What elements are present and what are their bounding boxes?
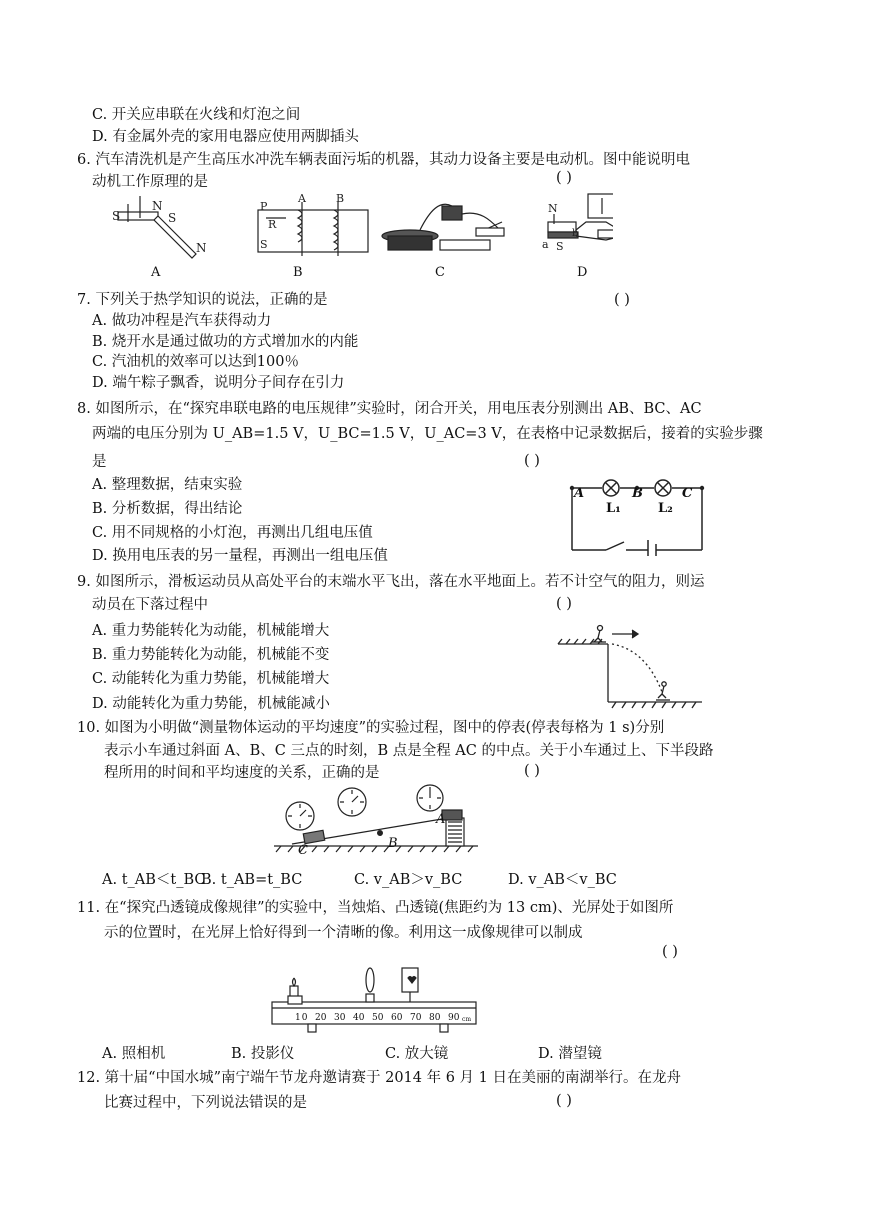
svg-text:N: N [196, 241, 207, 255]
q10-option-a: A. t_AB＜t_BC [102, 872, 206, 888]
q10-stem-line2: 表示小车通过斜面 A、B、C 三点的时刻，B 点是全程 AC 的中点。关于小车通过上、下半段路 [104, 743, 714, 759]
q10-fig-label-b: B [388, 836, 398, 851]
q6-stem-line1: 6. 汽车清洗机是产生高压水冲洗车辆表面污垢的机器，其动力设备主要是电动机。图中能说明电 [77, 152, 690, 168]
q8-option-d: D. 换用电压表的另一量程，再测出一组电压值 [92, 548, 388, 564]
q11-optical-bench [270, 966, 480, 1036]
q11-scale-20: 20 [315, 1013, 327, 1023]
q7-option-c: C. 汽油机的效率可以达到100％ [92, 354, 299, 370]
q7-stem: 7. 下列关于热学知识的说法，正确的是 [77, 292, 328, 308]
q11-answer-bracket: ( ) [662, 944, 678, 960]
q11-scale-30: 30 [334, 1013, 346, 1023]
svg-text:P: P [260, 200, 268, 213]
q9-skateboard-diagram [556, 620, 706, 712]
q7-option-d: D. 端午粽子飘香，说明分子间存在引力 [92, 375, 345, 391]
svg-text:S: S [556, 240, 564, 253]
svg-text:S: S [260, 238, 268, 251]
q7-option-a: A. 做功冲程是汽车获得动力 [92, 313, 272, 329]
q6-fig-a-magnets [112, 196, 207, 258]
q11-scale-60: 60 [391, 1013, 403, 1023]
q11-scale-80: 80 [429, 1013, 441, 1023]
q6-fig-label-b: B [293, 265, 303, 280]
q6-fig-label-a: A [151, 265, 161, 280]
q11-option-a: A. 照相机 [102, 1046, 166, 1062]
svg-text:b: b [572, 228, 579, 239]
q8-option-a: A. 整理数据，结束实验 [92, 477, 243, 493]
q9-option-c: C. 动能转化为重力势能，机械能增大 [92, 671, 330, 687]
q8-circuit-label-c: C [682, 486, 693, 501]
q11-scale-70: 70 [410, 1013, 422, 1023]
svg-text:A: A [298, 192, 306, 205]
q10-fig-label-a: A [436, 812, 446, 827]
q11-scale-unit: cm [462, 1016, 472, 1023]
q6-answer-bracket: ( ) [556, 170, 572, 186]
q9-option-d: D. 动能转化为重力势能，机械能减小 [92, 696, 330, 712]
q10-stem-line3: 程所用的时间和平均速度的关系，正确的是 [104, 765, 380, 781]
q11-scale-40: 40 [353, 1013, 365, 1023]
svg-text:B: B [336, 192, 345, 205]
q5-option-c: C. 开关应串联在火线和灯泡之间 [92, 107, 301, 123]
svg-text:S: S [112, 209, 121, 223]
q11-option-d: D. 潜望镜 [538, 1046, 602, 1062]
q12-stem-line1: 12. 第十届“中国水城”南宁端午节龙舟邀请赛于 2014 年 6 月 1 日在美丽的南湖举行。在龙舟 [77, 1070, 681, 1086]
q10-fig-label-c: C [298, 843, 308, 858]
q11-stem-line2: 示的位置时，在光屏上恰好得到一个清晰的像。利用这一成像规律可以制成 [104, 925, 583, 941]
q6-stem-line2: 动机工作原理的是 [92, 174, 208, 190]
q8-circuit-label-l1: L₁ [606, 501, 621, 516]
svg-text:N: N [548, 202, 558, 215]
svg-text:a: a [542, 238, 549, 251]
q12-answer-bracket: ( ) [556, 1093, 572, 1109]
q8-circuit-label-a: A [574, 486, 585, 501]
q10-answer-bracket: ( ) [524, 763, 540, 779]
q10-option-c: C. v_AB＞v_BC [354, 872, 463, 888]
q8-stem-line1: 8. 如图所示，在“探究串联电路的电压规律”实验时，闭合开关，用电压表分别测出 AB、BC、AC [77, 401, 702, 417]
q6-fig-c-motor [382, 204, 504, 250]
q8-circuit-label-l2: L₂ [658, 501, 673, 516]
q10-option-d: D. v_AB＜v_BC [508, 872, 617, 888]
q8-stem-line2: 两端的电压分别为 U_AB=1.5 V，U_BC=1.5 V，U_AC=3 V，在表格中记录数据后，接着的实验步骤 [92, 426, 763, 442]
q9-option-a: A. 重力势能转化为动能，机械能增大 [92, 623, 330, 639]
q11-scale-50: 50 [372, 1013, 384, 1023]
q11-stem-line1: 11. 在“探究凸透镜成像规律”的实验中，当烛焰、凸透镜(焦距约为 13 cm)、光屏处于如图所 [77, 900, 674, 916]
q6-fig-label-c: C [435, 265, 445, 280]
q5-option-d: D. 有金属外壳的家用电器应使用两脚插头 [92, 129, 359, 145]
q12-stem-line2: 比赛过程中，下列说法错误的是 [104, 1095, 307, 1111]
q8-option-b: B. 分析数据，得出结论 [92, 501, 243, 517]
q11-option-c: C. 放大镜 [385, 1046, 449, 1062]
q11-option-b: B. 投影仪 [231, 1046, 295, 1062]
svg-text:N: N [152, 199, 163, 213]
q9-answer-bracket: ( ) [556, 596, 572, 612]
q8-circuit-label-b: B [632, 486, 643, 501]
q11-scale-10: 10 [295, 1013, 309, 1023]
q6-figures [108, 192, 613, 284]
svg-text:R: R [268, 218, 277, 231]
q8-answer-bracket: ( ) [524, 453, 540, 469]
q10-stem-line1: 10. 如图为小明做“测量物体运动的平均速度”的实验过程，图中的停表(停表每格为 1 s)分别 [77, 720, 665, 736]
q6-fig-d-generator [542, 194, 613, 253]
svg-text:S: S [168, 211, 177, 225]
q8-stem-line3: 是 [92, 454, 107, 470]
q6-fig-label-d: D [577, 265, 588, 280]
q9-stem-line1: 9. 如图所示，滑板运动员从高处平台的末端水平飞出，落在水平地面上。若不计空气的阻力，则运 [77, 574, 705, 590]
q9-stem-line2: 动员在下落过程中 [92, 597, 208, 613]
q7-answer-bracket: ( ) [614, 292, 630, 308]
q8-option-c: C. 用不同规格的小灯泡，再测出几组电压值 [92, 525, 373, 541]
q9-option-b: B. 重力势能转化为动能，机械能不变 [92, 647, 330, 663]
q10-option-b: B. t_AB=t_BC [201, 872, 303, 888]
q7-option-b: B. 烧开水是通过做功的方式增加水的内能 [92, 334, 359, 350]
q11-scale-90: 90 [448, 1013, 460, 1023]
q6-fig-b-electromagnets [258, 192, 368, 256]
